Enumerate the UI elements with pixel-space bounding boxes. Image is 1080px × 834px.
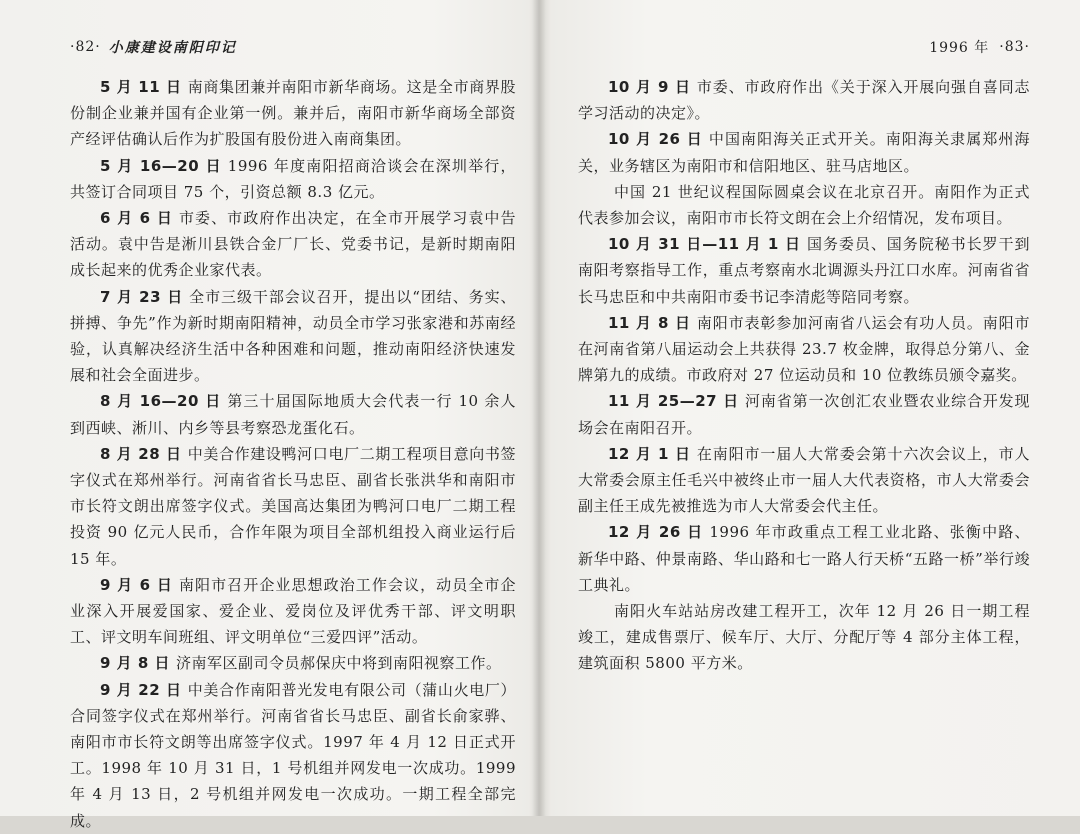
left-page-header <box>70 32 516 62</box>
entry-text: 全市三级干部会议召开，提出以“团结、务实、拼搏、争先”作为新时期南阳精神，动员全市学习张家港和苏南经验，认真解决经济生活中各种困难和问题，推动南阳经济快速发展和社会全面进步。 <box>70 287 517 385</box>
right-page-entries <box>578 74 1030 677</box>
chronicle-entry <box>70 153 516 205</box>
entry-text: 中国南阳海关正式开关。南阳海关隶属郑州海关，业务辖区为南阳市和信阳地区、驻马店地区。 <box>578 130 1030 175</box>
entry-text: 第三十届国际地质大会代表一行 10 余人到西峡、淅川、内乡等县考察恐龙蛋化石。 <box>70 392 516 437</box>
entry-date: 6 月 6 日 <box>100 209 173 228</box>
entry-date: 9 月 22 日 <box>100 680 182 699</box>
running-title: 小康建设南阳印记 <box>108 40 237 56</box>
right-page-number: ·83· <box>999 39 1030 55</box>
chronicle-entry <box>70 205 516 284</box>
entry-date: 10 月 31 日—11 月 1 日 <box>608 235 801 254</box>
entry-date: 10 月 9 日 <box>608 78 691 96</box>
right-page <box>548 0 1080 816</box>
chronicle-entry <box>70 650 516 676</box>
entry-date: 8 月 28 日 <box>100 444 182 463</box>
chronicle-entry <box>70 284 516 389</box>
entry-date: 5 月 11 日 <box>100 78 182 96</box>
entry-text: 1996 年市政重点工程工业北路、张衡中路、新华中路、仲景南路、华山路和七一路人行天桥“五路一桥”举行竣工典礼。 <box>578 523 1030 594</box>
left-page-number: ·82· <box>70 39 101 55</box>
chronicle-entry <box>578 310 1030 389</box>
entry-date: 9 月 6 日 <box>100 575 173 594</box>
entry-text: 市委、市政府作出《关于深入开展向强自喜同志学习活动的决定》。 <box>578 78 1030 123</box>
chronicle-entry <box>70 677 516 834</box>
left-page-entries <box>70 74 516 834</box>
left-page <box>0 0 530 830</box>
chronicle-entry <box>578 179 1030 231</box>
entry-text: 南阳市表彰参加河南省八运会有功人员。南阳市在河南省第八届运动会上共获得 23.7 枚金牌，取得总分第八、金牌第九的成绩。市政府对 27 位运动员和 10 位教练员颁令嘉奖。 <box>578 313 1030 385</box>
entry-date: 12 月 26 日 <box>608 523 704 542</box>
entry-text: 1996 年度南阳招商洽谈会在深圳举行，共签订合同项目 75 个，引资总额 8.3 亿元。 <box>70 156 516 201</box>
chronicle-entry <box>70 74 516 153</box>
entry-text: 中美合作南阳普光发电有限公司（蒲山火电厂）合同签字仪式在郑州举行。河南省省长马忠臣、副省长俞家骅、南阳市市长符文朗等出席签字仪式。1997 年 4 月 12 日正式开工。1998 年 10 月 31 日，1 号机组并网发电一次成功。1999 年 4 月 13 日，2 号机组并网发电一次成功。一期工程全部完成。 <box>70 680 516 830</box>
chronicle-entry <box>578 74 1030 126</box>
chronicle-entry <box>70 388 516 440</box>
entry-date: 12 月 1 日 <box>608 444 691 463</box>
entry-text: 济南军区副司令员郝保庆中将到南阳视察工作。 <box>176 654 502 673</box>
entry-text: 中国 21 世纪议程国际圆桌会议在北京召开。南阳作为正式代表参加会议，南阳市市长符文朗在会上介绍情况，发布项目。 <box>578 182 1030 228</box>
chronicle-entry <box>578 388 1030 440</box>
entry-text: 国务委员、国务院秘书长罗干到南阳考察指导工作，重点考察南水北调源头丹江口水库。河南省省长马忠臣和中共南阳市委书记李清彪等陪同考察。 <box>578 235 1030 306</box>
chronicle-entry <box>70 572 516 651</box>
chronicle-entry <box>578 231 1030 310</box>
entry-date: 10 月 26 日 <box>608 130 703 149</box>
chronicle-entry <box>578 519 1030 598</box>
header-year: 1996 年 <box>929 40 990 56</box>
entry-date: 8 月 16—20 日 <box>100 392 222 411</box>
entry-text: 南阳市召开企业思想政治工作会议，动员全市企业深入开展爱国家、爱企业、爱岗位及评优秀干部、评文明职工、评文明车间班组、评文明单位“三爱四评”活动。 <box>70 575 516 647</box>
entry-date: 5 月 16—20 日 <box>100 156 222 175</box>
entry-text: 河南省第一次创汇农业暨农业综合开发现场会在南阳召开。 <box>578 392 1030 437</box>
entry-text: 市委、市政府作出决定，在全市开展学习袁中告活动。袁中告是淅川县铁合金厂厂长、党委书记，是新时期南阳成长起来的优秀企业家代表。 <box>70 209 516 280</box>
chronicle-entry <box>70 441 516 572</box>
entry-text: 在南阳市一届人大常委会第十六次会议上，市人大常委会原主任毛兴中被终止市一届人大代表资格，市人大常委会副主任王成先被推选为市人大常委会代主任。 <box>578 444 1030 516</box>
entry-date: 11 月 8 日 <box>608 313 691 332</box>
entry-date: 11 月 25—27 日 <box>608 392 740 411</box>
book-spine <box>532 0 546 816</box>
entry-text: 中美合作建设鸭河口电厂二期工程项目意向书签字仪式在郑州举行。河南省省长马忠臣、副省长张洪华和南阳市市长符文朗出席签字仪式。美国高达集团为鸭河口电厂二期工程投资 90 亿元人民币，合作年限为项目全部机组投入商业运行后 15 年。 <box>70 444 516 568</box>
chronicle-entry <box>578 598 1030 677</box>
entry-text: 南阳火车站站房改建工程开工，次年 12 月 26 日一期工程竣工，建成售票厅、候车厅、大厅、分配厅等 4 部分主体工程，建筑面积 5800 平方米。 <box>578 602 1030 673</box>
chronicle-entry <box>578 126 1030 178</box>
entry-date: 9 月 8 日 <box>100 654 171 673</box>
chronicle-entry <box>578 441 1030 520</box>
entry-date: 7 月 23 日 <box>100 287 184 306</box>
right-page-header <box>578 32 1030 62</box>
entry-text: 南商集团兼并南阳市新华商场。这是全市商界股份制企业兼并国有企业第一例。兼并后，南阳市新华商场全部资产经评估确认后作为扩股国有股份进入南商集团。 <box>70 78 516 149</box>
